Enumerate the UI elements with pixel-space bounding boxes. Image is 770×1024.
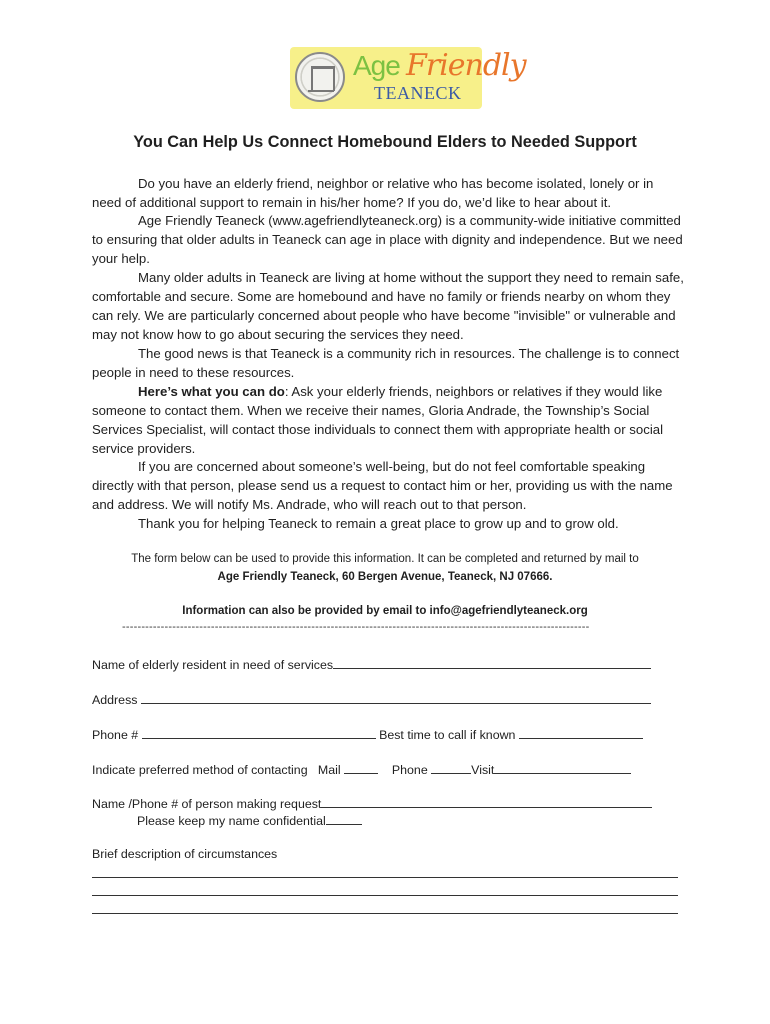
email-instructions: Information can also be provided by email to info@agefriendlyteaneck.org	[182, 605, 588, 617]
phone-option-field[interactable]	[431, 761, 471, 774]
requester-label: Name /Phone # of person making request	[92, 797, 322, 811]
paragraph-good-news: The good news is that Teaneck is a community rich in resources. The challenge is to connect people in need to these resources.	[92, 346, 680, 380]
phone-option-label: Phone	[391, 763, 428, 777]
what-you-can-do-heading: Here’s what you can do	[138, 384, 285, 399]
best-time-field[interactable]	[519, 726, 643, 739]
paragraph-concern: If you are concerned about someone’s well-being, but do not feel comfortable speaking directly with that person, please send us a request to contact him or her, providing us with the name and address. We will notify Ms. Andrade, who will reach out to that person.	[92, 459, 673, 512]
paragraph-intro: Do you have an elderly friend, neighbor or relative who has become isolated, lonely or in need of additional support to remain in his/her home? If you do, we’d like to hear about it.	[92, 176, 654, 210]
description-label: Brief description of circumstances	[92, 847, 278, 861]
logo-word-age: Age	[353, 50, 400, 81]
phone-row	[92, 726, 643, 742]
address-row	[92, 691, 651, 707]
mail-option-field[interactable]	[344, 761, 378, 774]
age-friendly-teaneck-logo	[290, 47, 526, 109]
logo-word-teaneck: TEANECK	[374, 83, 462, 103]
description-line-1[interactable]	[92, 877, 678, 878]
paragraph-initiative: Age Friendly Teaneck (www.agefriendlyteaneck.org) is a community-wide initiative committed to ensuring that older adults in Teaneck can age in place with dignity and independence. But we need your help.	[92, 213, 683, 266]
contact-method-label: Indicate preferred method of contacting	[92, 763, 308, 777]
logo-word-friendly: Friendly	[406, 48, 526, 83]
mail-option-label: Mail	[317, 763, 341, 777]
visit-option-field[interactable]	[494, 761, 631, 774]
confidential-field[interactable]	[326, 812, 362, 825]
requester-field[interactable]	[321, 795, 652, 808]
confidential-label: Please keep my name confidential	[137, 814, 326, 828]
phone-field[interactable]	[142, 726, 376, 739]
paragraph-what-you-can-do: Here’s what you can do: Ask your elderly friends, neighbors or relatives if they would like someone to contact them. When we receive their names, Gloria Andrade, the Township’s Social Services Specialist, will contact those individuals to connect them with appropriate health or social service providers.	[92, 384, 664, 456]
description-line-2[interactable]	[92, 895, 678, 896]
best-time-label: Best time to call if known	[379, 728, 516, 742]
description-line-3[interactable]	[92, 913, 678, 914]
contact-method-row	[92, 761, 631, 777]
township-seal-icon	[295, 52, 345, 102]
page-title: You Can Help Us Connect Homebound Elders to Needed Support	[133, 133, 637, 151]
resident-name-label: Name of elderly resident in need of services	[92, 658, 334, 672]
requester-row	[92, 795, 652, 811]
phone-label: Phone #	[92, 728, 139, 742]
paragraph-thanks: Thank you for helping Teaneck to remain a great place to grow up and to grow old.	[138, 516, 619, 531]
visit-option-label: Visit	[471, 763, 495, 777]
address-field[interactable]	[141, 691, 651, 704]
paragraph-need: Many older adults in Teaneck are living at home without the support they need to remain safe, comfortable and secure. Some are homebound and have no family or friends nearby on whom they can rely. We are particularly concerned about people who have become "invisible" or vulnerable and may not know how to go about securing the services they need.	[92, 270, 684, 342]
form-instructions: The form below can be used to provide this information. It can be completed and returned by mail to	[131, 553, 639, 565]
resident-name-field[interactable]	[333, 656, 651, 669]
mailing-address: Age Friendly Teaneck, 60 Bergen Avenue, Teaneck, NJ 07666.	[217, 571, 553, 583]
confidential-row	[137, 812, 362, 828]
address-label: Address	[92, 693, 138, 707]
cut-line-divider: -------------------------------------------------------------------------------------------------------------------------	[122, 621, 590, 633]
resident-name-row	[92, 656, 651, 672]
